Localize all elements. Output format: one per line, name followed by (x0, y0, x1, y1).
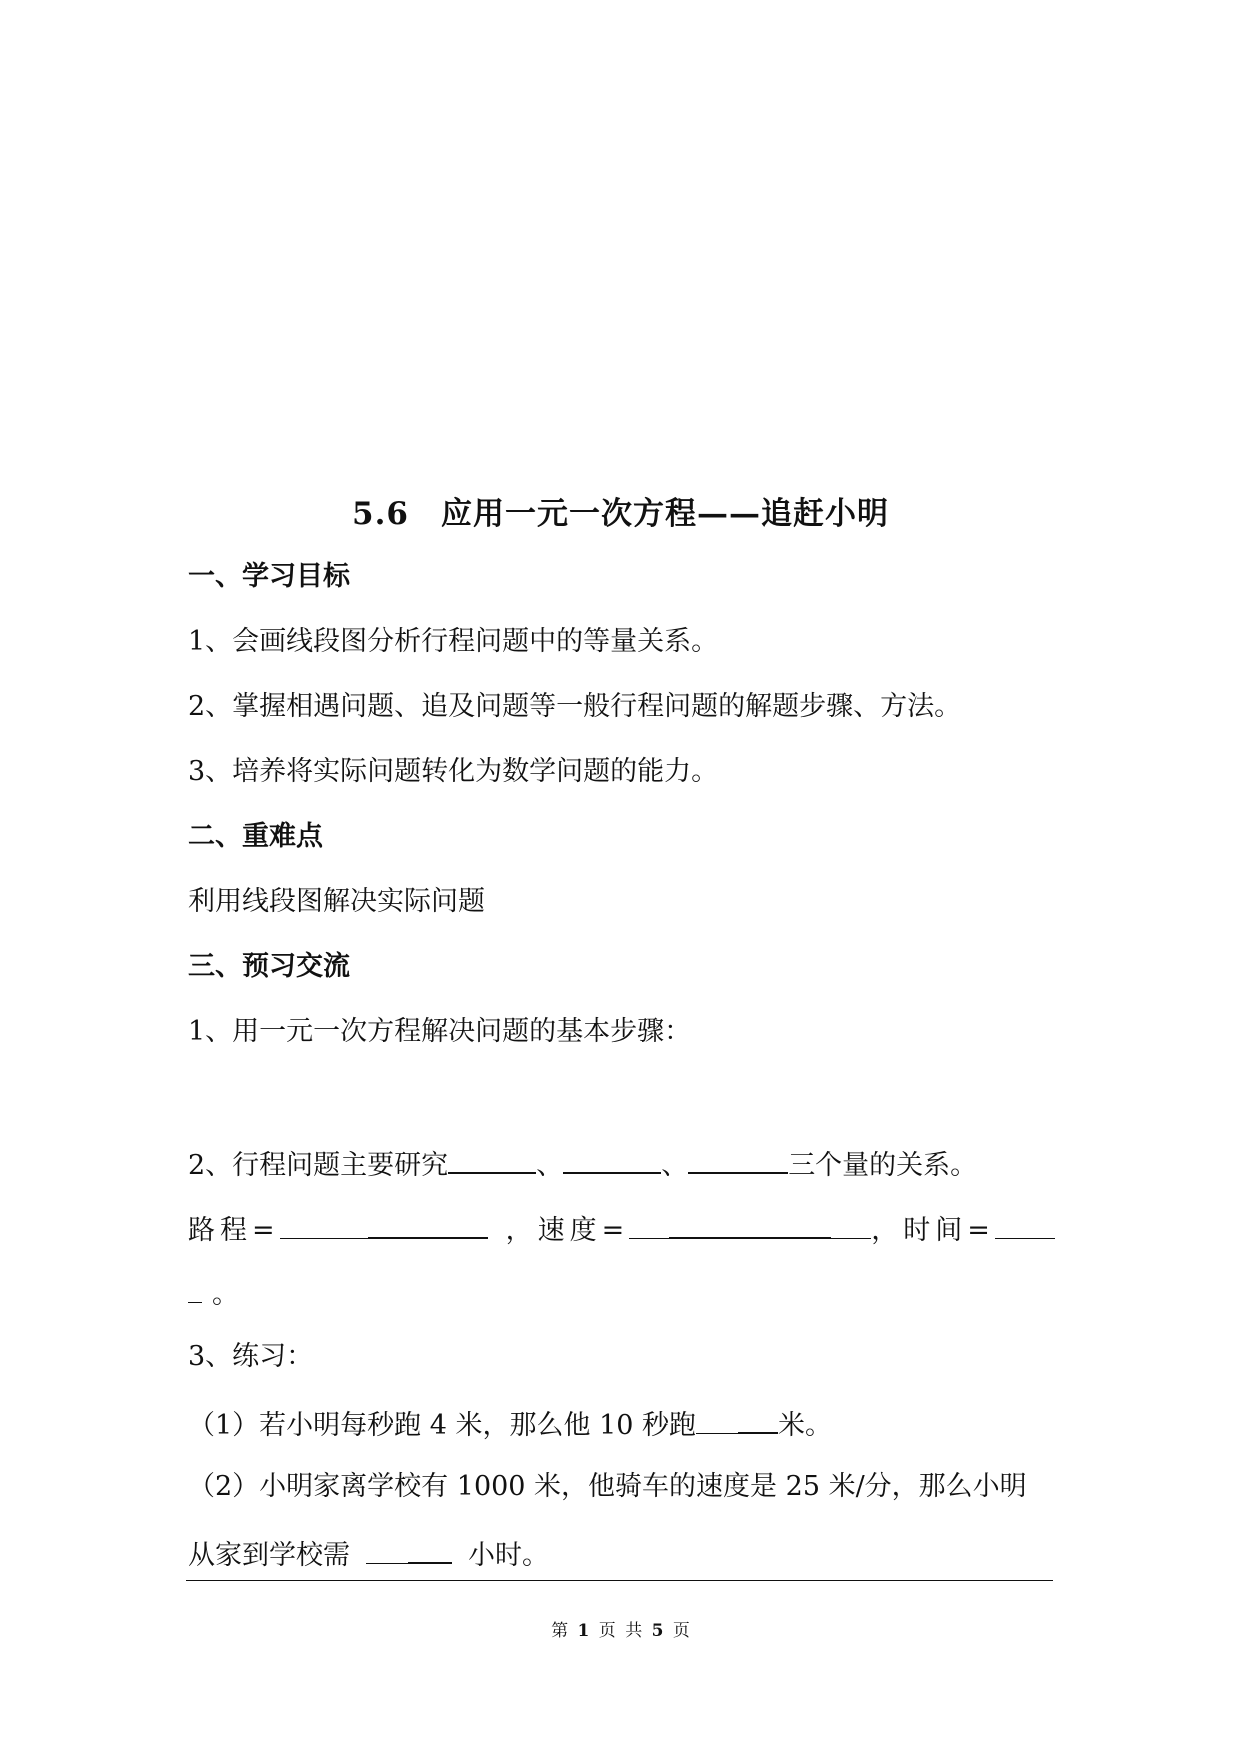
goal-item-2: 2、掌握相遇问题、追及问题等一般行程问题的解题步骤、方法。 (188, 691, 962, 722)
q2-text: 从家到学校需 (188, 1540, 350, 1571)
distance-label: 路程= (188, 1215, 280, 1246)
blank-q2-part-2[interactable] (408, 1536, 452, 1564)
footer-rule (186, 1580, 1053, 1581)
separator: 、 (661, 1150, 689, 1181)
blank-q2-part-1[interactable] (366, 1537, 408, 1564)
footer-pre: 第 (551, 1621, 569, 1641)
blank-time-part-1[interactable] (995, 1212, 1055, 1239)
item2-prefix: 2、行程问题主要研究 (188, 1150, 449, 1181)
practice-question-1 (188, 1406, 832, 1442)
item2-suffix: 三个量的关系。 (788, 1150, 978, 1181)
speed-label: ，速度= (505, 1215, 630, 1246)
footer-total-pages: 5 (651, 1621, 664, 1641)
goal-item-1: 1、会画线段图分析行程问题中的等量关系。 (188, 626, 719, 657)
goal-item-3: 3、培养将实际问题转化为数学问题的能力。 (188, 756, 719, 787)
q2-unit: 小时。 (468, 1540, 549, 1571)
section-heading-key-points: 二、重难点 (188, 821, 323, 852)
practice-label: 3、练习： (188, 1341, 314, 1372)
separator: 、 (536, 1150, 564, 1181)
blank-q1-part-1[interactable] (696, 1407, 738, 1434)
page-title: 5.6 应用一元一次方程——追赶小明 (352, 496, 889, 532)
blank-speed-part-3[interactable] (831, 1212, 871, 1239)
formula-line-wrap (188, 1276, 239, 1311)
key-point-text: 利用线段图解决实际问题 (188, 886, 485, 917)
preview-item-2 (188, 1146, 977, 1182)
formula-end: 。 (212, 1279, 239, 1310)
q1-text: （1）若小明每秒跑 4 米，那么他 10 秒跑 (188, 1410, 697, 1441)
preview-item-1: 1、用一元一次方程解决问题的基本步骤： (188, 1016, 692, 1047)
q1-unit: 米。 (778, 1410, 833, 1441)
blank-speed-part-2[interactable] (669, 1211, 831, 1239)
practice-question-2-line-1: （2）小明家离学校有 1000 米，他骑车的速度是 25 米/分，那么小明 (188, 1471, 1027, 1502)
blank-time-part-2[interactable] (188, 1276, 202, 1303)
time-label: ，时间= (871, 1215, 995, 1246)
formula-line (188, 1211, 1055, 1247)
section-heading-goals: 一、学习目标 (188, 561, 350, 592)
blank-distance-part-1[interactable] (280, 1212, 368, 1239)
blank-quantity-1[interactable] (448, 1146, 536, 1174)
footer-page-number: 1 (577, 1621, 590, 1641)
practice-question-2-line-2 (188, 1536, 549, 1572)
blank-distance-part-2[interactable] (368, 1211, 488, 1239)
footer-post: 页 (672, 1621, 690, 1641)
blank-q1-part-2[interactable] (738, 1406, 778, 1434)
page-footer (0, 1616, 1241, 1641)
section-heading-preview: 三、预习交流 (188, 951, 350, 982)
blank-quantity-2[interactable] (563, 1146, 661, 1174)
blank-speed-part-1[interactable] (629, 1212, 669, 1239)
blank-quantity-3[interactable] (688, 1146, 788, 1174)
footer-mid: 页 共 (598, 1621, 643, 1641)
